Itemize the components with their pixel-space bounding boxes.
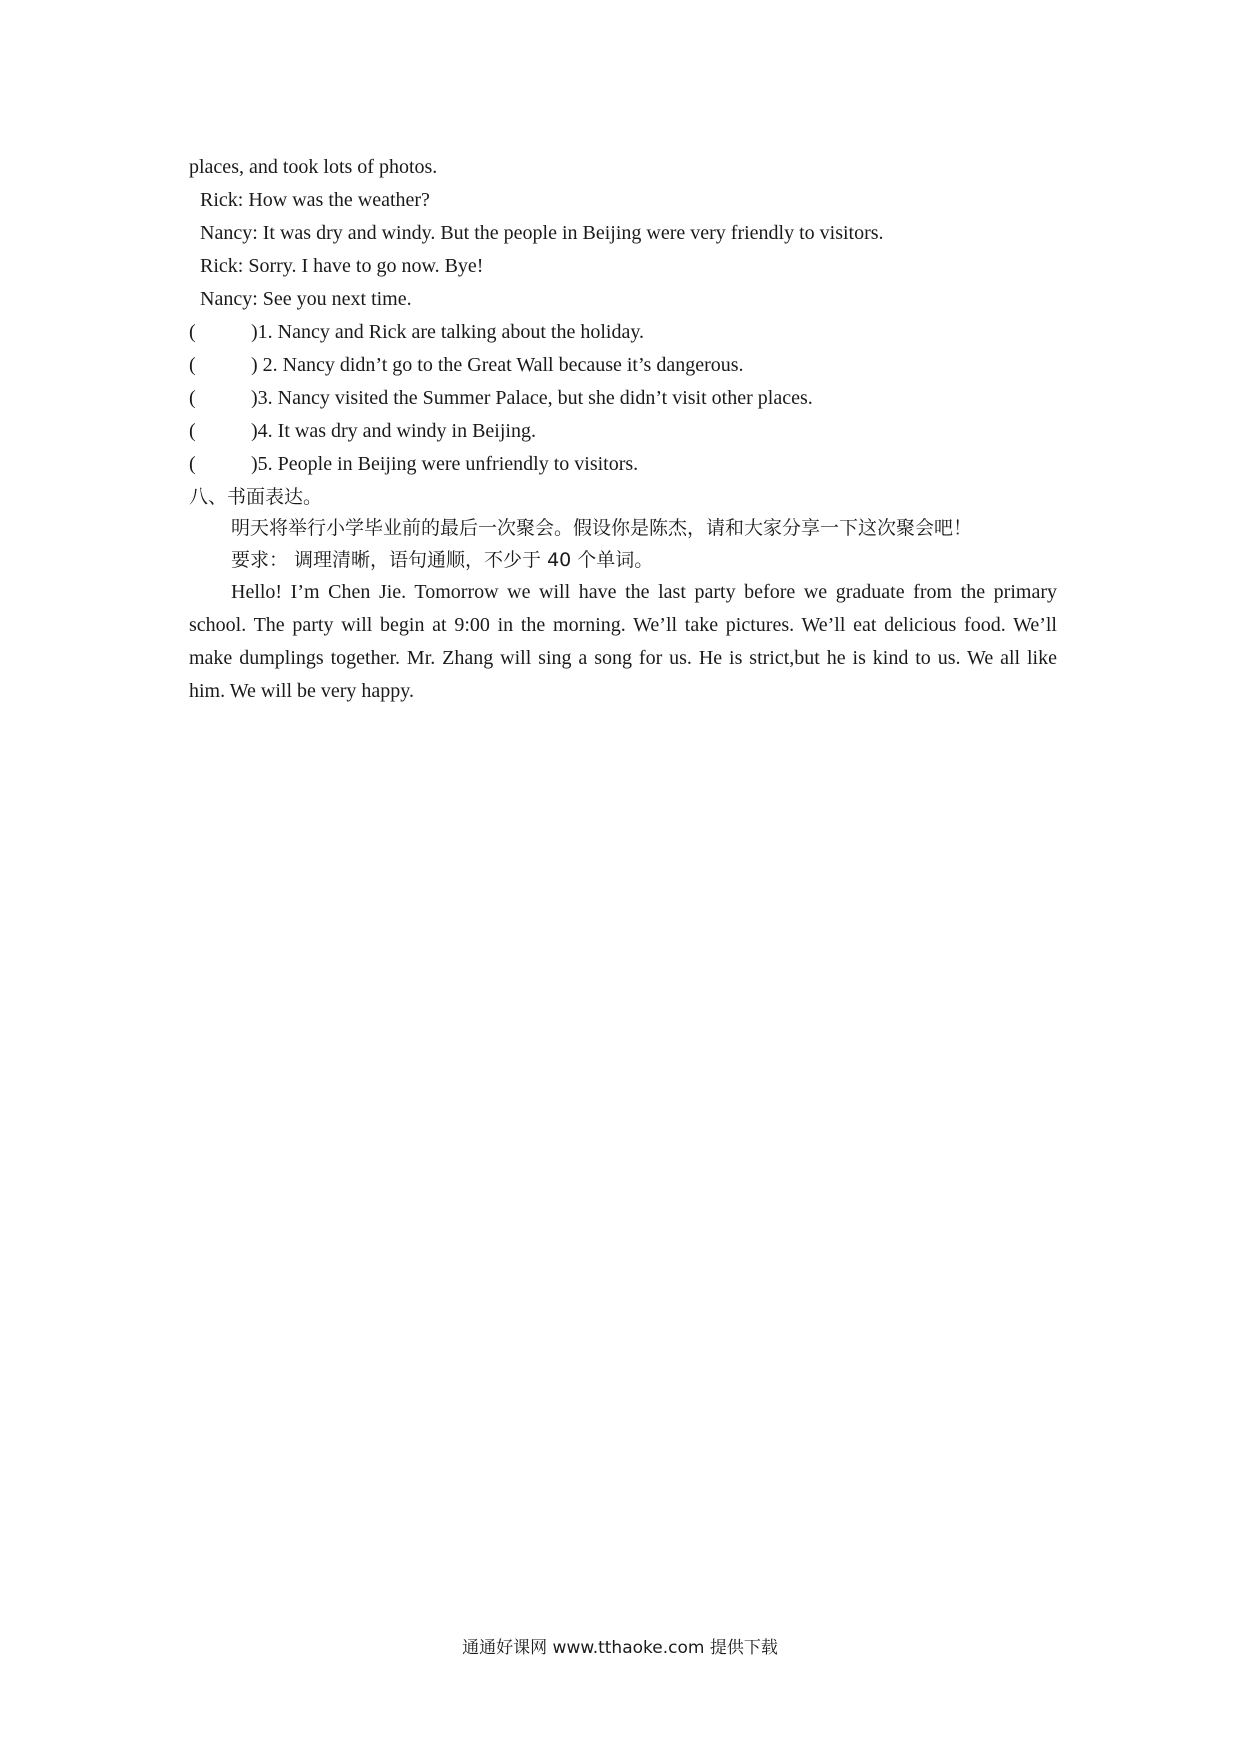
dialogue-line: Rick: How was the weather? [200, 189, 430, 211]
answer-blank: ( [189, 321, 196, 343]
answer-blank: ( [189, 420, 196, 442]
answer-blank: ( [189, 387, 196, 409]
section-heading: 八、书面表达。 [189, 486, 323, 508]
question-text: ) 2. Nancy didn’t go to the Great Wall because it’s dangerous. [251, 354, 744, 376]
question-item [189, 349, 744, 382]
dialogue-line: Rick: Sorry. I have to go now. Bye! [200, 255, 484, 277]
question-item [189, 316, 644, 349]
question-text: )5. People in Beijing were unfriendly to visitors. [251, 453, 639, 475]
sample-essay: Hello! I’m Chen Jie. Tomorrow we will have the last party before we graduate from the primary school. The party will begin at 9:00 in the morning. We’ll take pictures. We’ll eat delicious food. We’ll make dumplings together. Mr. Zhang will sing a song for us. He is strict,but he is kind to us. We all like him. We will be very happy. [189, 581, 1057, 702]
answer-blank: ( [189, 354, 196, 376]
question-item [189, 415, 536, 448]
dialogue-line: Nancy: It was dry and windy. But the people in Beijing were very friendly to visitors. [200, 222, 884, 244]
answer-blank: ( [189, 453, 196, 475]
writing-requirement: 要求： 调理清晰，语句通顺，不少于 40 个单词。 [231, 549, 654, 571]
dialogue-line: Nancy: See you next time. [200, 288, 412, 310]
question-text: )4. It was dry and windy in Beijing. [251, 420, 536, 442]
footer-credit: 通通好课网 www.tthaoke.com 提供下载 [462, 1638, 778, 1658]
question-text: )3. Nancy visited the Summer Palace, but she didn’t visit other places. [251, 387, 813, 409]
question-item [189, 448, 638, 481]
question-text: )1. Nancy and Rick are talking about the holiday. [251, 321, 645, 343]
dialogue-continuation: places, and took lots of photos. [189, 156, 438, 178]
writing-prompt: 明天将举行小学毕业前的最后一次聚会。假设你是陈杰，请和大家分享一下这次聚会吧！ [231, 517, 973, 539]
question-item [189, 382, 813, 415]
